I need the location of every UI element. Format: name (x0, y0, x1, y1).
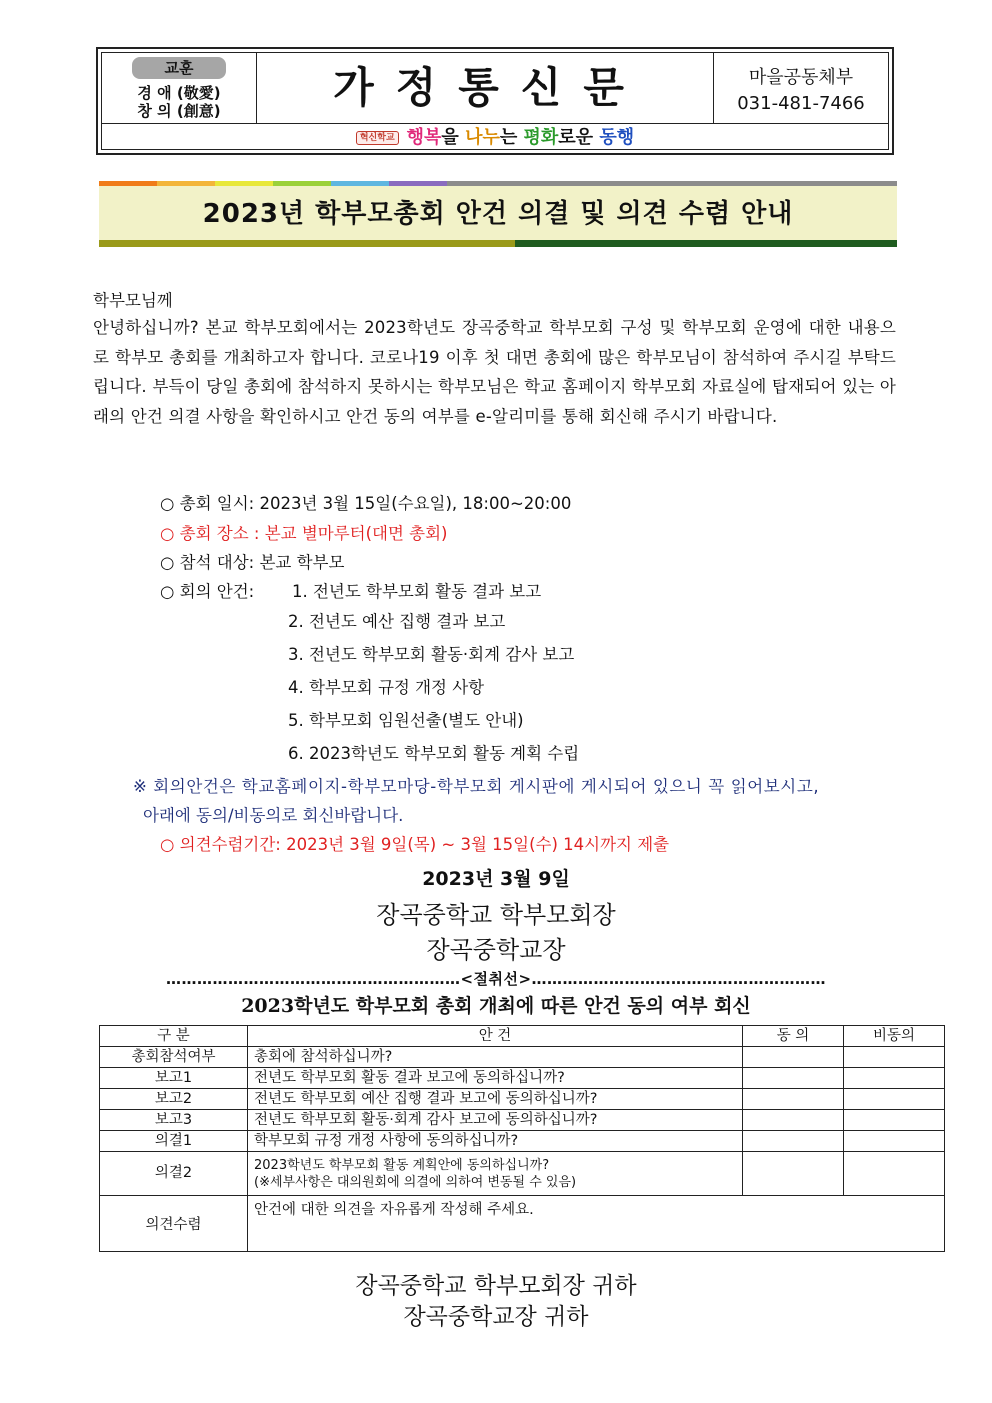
table-row (100, 1089, 945, 1110)
row-question-line-1: 2023학년도 학부모회 활동 계획안에 동의하십니까? (254, 1157, 550, 1173)
agenda-item: 4. 학부모회 규정 개정 사항 (288, 678, 485, 697)
table-row (100, 1152, 945, 1196)
meeting-place: ○ 총회 장소 : 본교 별마루터(대면 총회) (160, 524, 448, 543)
table-row-opinion (100, 1196, 945, 1252)
row-question: 전년도 학부모회 활동 결과 보고에 동의하십니까? (248, 1068, 743, 1089)
table-header-row (100, 1026, 945, 1047)
cut-line-dots-right: ………………………………………………… (531, 970, 827, 988)
column-header-agree: 동 의 (743, 1026, 844, 1047)
disagree-checkbox-cell[interactable] (844, 1152, 945, 1196)
opinion-prompt: 안건에 대한 의견을 자유롭게 작성해 주세요. (254, 1202, 534, 1218)
agree-checkbox-cell[interactable] (743, 1131, 844, 1152)
newsletter-title: 가정통신문 (256, 53, 714, 123)
row-category: 의견수렴 (100, 1196, 248, 1252)
slogan-segment: 평화 (523, 127, 559, 148)
slogan-segment: 로운 (558, 127, 600, 148)
slogan-segment: 을 (441, 127, 466, 148)
row-question-line-2: (※세부사항은 대의원회에 의결에 의하여 변동될 수 있음) (254, 1174, 577, 1190)
motto-line-1: 경 애 (敬愛) (137, 84, 221, 102)
department-name: 마을공동체부 (748, 67, 854, 88)
disagree-checkbox-cell[interactable] (844, 1131, 945, 1152)
slogan-segment: 행복 (406, 127, 442, 148)
cut-line-label: <절취선> (460, 970, 532, 988)
school-slogan (407, 127, 634, 148)
column-header-agenda: 안 건 (248, 1026, 743, 1047)
opinion-period: ○ 의견수렴기간: 2023년 3월 9일(목) ~ 3월 15일(수) 14시까지 제출 (160, 835, 670, 854)
agree-checkbox-cell[interactable] (743, 1089, 844, 1110)
meeting-datetime: ○ 총회 일시: 2023년 3월 15일(수요일), 18:00~20:00 (160, 494, 572, 513)
disagree-checkbox-cell[interactable] (844, 1047, 945, 1068)
agenda-item: 6. 2023학년도 학부모회 활동 계획 수립 (288, 744, 580, 763)
row-category: 보고1 (100, 1068, 248, 1089)
agenda-note-line-1: ※ 회의안건은 학교홈페이지-학부모마당-학부모회 게시판에 게시되어 있으니 꼭 읽어보시고, (133, 777, 820, 796)
innovation-school-logo: 혁신학교 (356, 131, 399, 145)
issue-date: 2023년 3월 9일 (422, 868, 570, 890)
agree-checkbox-cell[interactable] (743, 1110, 844, 1131)
column-header-category: 구 분 (100, 1026, 248, 1047)
agree-checkbox-cell[interactable] (743, 1047, 844, 1068)
opinion-input-cell[interactable] (248, 1196, 945, 1252)
cut-line-dots-left: ………………………………………………… (165, 970, 461, 988)
motto-line-2: 창 의 (創意) (137, 102, 221, 120)
disagree-checkbox-cell[interactable] (844, 1110, 945, 1131)
reply-form-title: 2023학년도 학부모회 총회 개최에 따른 안건 동의 여부 회신 (241, 995, 751, 1017)
table-row (100, 1047, 945, 1068)
addressee-principal: 장곡중학교장 귀하 (403, 1304, 589, 1330)
signer-parent-president: 장곡중학교 학부모회장 (376, 901, 616, 929)
row-category: 의결2 (100, 1152, 248, 1196)
intro-paragraph: 안녕하십니까? 본교 학부모회에서는 2023학년도 장곡중학교 학부모회 구성 및 학부모회 운영에 대한 내용으로 학부모 총회를 개최하고자 합니다. 코로나19 이후 첫 대면 총회에 많은 학부모님이 참석하여 주시길 부탁드립니다. 부득이 당일 총회에 참석하지 못하시는 학부모님은 학교 홈페이지 학부모회 자료실에 탑재되어 있는 아래의 안건 의결 사항을 확인하시고 안건 동의 여부를 e-알리미를 통해 회신해 주시기 바랍니다. (93, 318, 896, 426)
agenda-note-line-2: 아래에 동의/비동의로 회신바랍니다. (143, 806, 404, 825)
department-phone: 031-481-7466 (737, 93, 865, 114)
slogan-segment: 동행 (599, 127, 635, 148)
row-category: 의결1 (100, 1131, 248, 1152)
agenda-item: 3. 전년도 학부모회 활동·회계 감사 보고 (288, 645, 575, 664)
addressee-parent-president: 장곡중학교 학부모회장 귀하 (355, 1273, 637, 1299)
agenda-item: 2. 전년도 예산 집행 결과 보고 (288, 612, 506, 631)
slogan-segment: 나누 (465, 127, 500, 148)
row-question (248, 1152, 743, 1196)
agree-checkbox-cell[interactable] (743, 1068, 844, 1089)
signer-principal: 장곡중학교장 (426, 936, 566, 964)
row-question: 전년도 학부모회 활동·회계 감사 보고에 동의하십니까? (248, 1110, 743, 1131)
disagree-checkbox-cell[interactable] (844, 1068, 945, 1089)
agenda-item: 1. 전년도 학부모회 활동 결과 보고 (292, 582, 542, 601)
agree-checkbox-cell[interactable] (743, 1152, 844, 1196)
row-category: 보고2 (100, 1089, 248, 1110)
row-question: 전년도 학부모회 예산 집행 결과 보고에 동의하십니까? (248, 1089, 743, 1110)
table-row (100, 1068, 945, 1089)
row-category: 보고3 (100, 1110, 248, 1131)
row-question: 학부모회 규정 개정 사항에 동의하십니까? (248, 1131, 743, 1152)
newsletter-header (96, 47, 894, 155)
reply-form-table (99, 1025, 945, 1252)
notice-title-banner: 2023년 학부모총회 안건 의결 및 의견 수렴 안내 (99, 186, 897, 240)
row-category: 총회참석여부 (100, 1047, 248, 1068)
agenda-item: 5. 학부모회 임원선출(별도 안내) (288, 711, 524, 730)
department-contact (714, 53, 888, 123)
header-top-row (102, 53, 888, 124)
header-inner-frame (101, 52, 889, 150)
motto-badge: 교훈 (132, 57, 226, 79)
school-motto-cell (102, 53, 257, 123)
cut-line (108, 968, 884, 989)
table-row (100, 1110, 945, 1131)
band-segment (99, 240, 515, 247)
meeting-target: ○ 참석 대상: 본교 학부모 (160, 553, 345, 572)
row-question: 총회에 참석하십니까? (248, 1047, 743, 1068)
agenda-label: ○ 회의 안건: (160, 582, 255, 601)
greeting: 학부모님께 (93, 291, 173, 310)
column-header-disagree: 비동의 (844, 1026, 945, 1047)
slogan-segment: 는 (499, 127, 524, 148)
disagree-checkbox-cell[interactable] (844, 1089, 945, 1110)
table-row (100, 1131, 945, 1152)
band-segment (515, 240, 897, 247)
slogan-row (102, 123, 888, 153)
